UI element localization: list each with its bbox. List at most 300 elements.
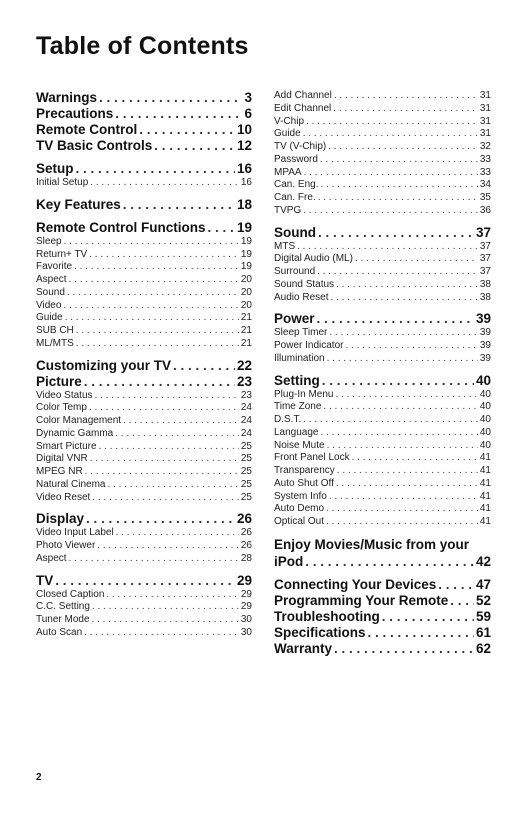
toc-entry-sound[interactable] (36, 287, 252, 300)
toc-entry-page: 37 (475, 224, 491, 240)
toc-entry-c-c-setting[interactable] (36, 601, 252, 614)
toc-entry-label: Remote Control Functions (36, 219, 206, 235)
toc-entry-tvpg[interactable] (274, 205, 491, 218)
toc-entry-precautions[interactable] (36, 106, 252, 122)
toc-section (274, 90, 491, 218)
toc-entry-label: Illumination (274, 352, 325, 364)
toc-entry-page: 29 (240, 588, 252, 600)
toc-entry-edit-channel[interactable] (274, 103, 491, 116)
toc-entry-mpeg-nr[interactable] (36, 466, 252, 479)
toc-entry-page: 21 (240, 325, 252, 336)
toc-entry-tv-basic-controls[interactable] (36, 138, 252, 154)
toc-entry-label: Optical Out (274, 516, 325, 527)
toc-entry-label: Audio Reset (274, 291, 329, 303)
toc-entry-language[interactable] (274, 427, 491, 440)
toc-entry-label: Password (274, 153, 318, 165)
toc-entry-label: MTS (274, 240, 296, 252)
dot-leader (64, 236, 239, 249)
toc-entry-password[interactable] (274, 154, 491, 167)
toc-entry-page: 24 (240, 402, 252, 414)
toc-entry-page: 31 (479, 128, 491, 140)
dot-leader (65, 312, 239, 325)
toc-section (274, 577, 491, 657)
dot-leader (69, 553, 239, 566)
toc-entry-label: Remote Control (36, 122, 138, 137)
toc-entry-surround[interactable] (274, 266, 491, 279)
dot-leader (305, 554, 474, 570)
toc-entry-picture[interactable] (36, 374, 252, 390)
toc-entry-page: 30 (240, 614, 252, 625)
toc-entry-aspect[interactable] (36, 274, 252, 287)
toc-entry-video-status[interactable] (36, 390, 252, 403)
toc-entry-add-channel[interactable] (274, 90, 491, 103)
dot-leader (355, 253, 478, 266)
toc-entry-page: 16 (240, 177, 252, 188)
dot-leader (92, 492, 239, 505)
toc-entry-page: 39 (479, 352, 491, 364)
toc-entry-power[interactable] (274, 311, 491, 327)
toc-entry-label: TV (V-Chip) (274, 141, 327, 152)
toc-entry-label: Natural Cinema (36, 478, 106, 490)
toc-entry-sleep-timer[interactable] (274, 327, 491, 340)
toc-entry-page: 26 (240, 540, 252, 551)
toc-entry-label: Aspect (36, 274, 67, 285)
toc-entry-page: 19 (240, 261, 252, 273)
toc-entry-page: 31 (479, 102, 491, 114)
toc-entry-label: TV (36, 572, 54, 588)
toc-entry-can-eng[interactable] (274, 179, 491, 192)
dot-leader (326, 516, 478, 529)
toc-entry-page: 25 (240, 491, 252, 503)
toc-entry-noise-mute[interactable] (274, 440, 491, 453)
toc-entry-troubleshooting[interactable] (274, 609, 491, 625)
toc-entry-label: Programming Your Remote (274, 592, 449, 608)
toc-entry-label: Edit Channel (274, 102, 332, 114)
toc-entry-video-reset[interactable] (36, 492, 252, 505)
toc-left-column (36, 90, 252, 640)
dot-leader (303, 414, 478, 427)
toc-entry-sound[interactable] (274, 225, 491, 241)
dot-leader (173, 358, 235, 374)
toc-entry-label: MPAA (274, 166, 302, 178)
toc-entry-connecting-your-devices[interactable] (274, 577, 491, 593)
toc-entry-label: Video (36, 299, 62, 311)
dot-leader (55, 573, 235, 589)
dot-leader (63, 300, 238, 313)
toc-entry-label: D.S.T. (274, 414, 302, 425)
dot-leader (115, 428, 239, 441)
toc-entry-label: Picture (36, 373, 82, 389)
toc-entry-plug-in-menu[interactable] (274, 389, 491, 402)
toc-entry-page: 6 (244, 106, 252, 121)
toc-entry-page: 29 (240, 601, 252, 613)
toc-entry-photo-viewer[interactable] (36, 540, 252, 553)
toc-entry-label: Transparency (274, 465, 335, 476)
toc-entry-transparency[interactable] (274, 465, 491, 478)
dot-leader (306, 116, 478, 129)
toc-entry-page: 31 (479, 90, 491, 101)
toc-entry-power-indicator[interactable] (274, 340, 491, 353)
dot-leader (303, 205, 478, 218)
toc-entry-system-info[interactable] (274, 491, 491, 504)
toc-entry-key-features[interactable] (36, 197, 252, 213)
dot-leader (328, 141, 478, 154)
toc-entry-label: C.C. Setting (36, 601, 90, 613)
toc-entry-time-zone[interactable] (274, 401, 491, 414)
dot-leader (335, 389, 477, 402)
toc-entry-label: Smart Picture (36, 440, 97, 452)
toc-entry-smart-picture[interactable] (36, 441, 252, 454)
toc-entry-label: Auto Shut Off (274, 477, 334, 489)
toc-entry-page: 39 (479, 327, 491, 339)
toc-entry-page: 23 (236, 373, 252, 389)
toc-section (36, 511, 252, 565)
toc-entry-page: 36 (479, 204, 491, 216)
dot-leader (107, 479, 238, 492)
toc-entry-page: 41 (479, 477, 491, 489)
toc-entry-label: MPEG NR (36, 466, 83, 477)
toc-section (274, 225, 491, 305)
dot-leader (334, 90, 478, 103)
toc-entry-v-chip[interactable] (274, 116, 491, 129)
toc-entry-optical-out[interactable] (274, 516, 491, 529)
toc-entry-label: Auto Scan (36, 626, 83, 638)
toc-entry-label: Key Features (36, 196, 121, 212)
dot-leader (320, 179, 477, 192)
toc-entry-page: 37 (479, 240, 491, 252)
toc-entry-page: 21 (240, 337, 252, 349)
toc-entry-page: 24 (240, 415, 252, 426)
toc-entry-page: 40 (479, 401, 491, 413)
toc-entry-label: Setting (274, 372, 320, 388)
toc-section (274, 536, 491, 570)
dot-leader (115, 106, 242, 122)
dot-leader (76, 325, 239, 338)
toc-entry-label: Noise Mute (274, 439, 325, 451)
toc-entry-page: 25 (240, 466, 252, 477)
toc-heading-line: Enjoy Movies/Music from your (274, 536, 470, 552)
toc-entry-label: Front Panel Lock (274, 452, 350, 464)
toc-entry-return-tv[interactable] (36, 249, 252, 262)
page-title: Table of Contents (36, 32, 249, 60)
toc-entry-digital-vnr[interactable] (36, 453, 252, 466)
toc-entry-label: iPod (274, 553, 304, 569)
toc-entry-digital-audio-ml[interactable] (274, 253, 491, 266)
dot-leader (76, 161, 235, 177)
toc-entry-can-fre[interactable] (274, 192, 491, 205)
toc-entry-tuner-mode[interactable] (36, 614, 252, 627)
dot-leader (318, 225, 474, 241)
toc-entry-label: Dynamic Gamma (36, 427, 114, 439)
dot-leader (317, 311, 474, 327)
toc-entry-label: Sleep (36, 235, 62, 247)
toc-entry-programming-your-remote[interactable] (274, 593, 491, 609)
toc-entry-label: Connecting Your Devices (274, 576, 437, 592)
dot-leader (89, 249, 239, 262)
dot-leader (327, 440, 478, 453)
toc-entry-initial-setup[interactable] (36, 177, 252, 190)
toc-entry-label: Sound Status (274, 278, 335, 290)
toc-entry-mts[interactable] (274, 241, 491, 254)
dot-leader (92, 601, 239, 614)
dot-leader (321, 427, 478, 440)
toc-entry-setup[interactable] (36, 161, 252, 177)
toc-entry-page: 3 (244, 90, 252, 105)
toc-entry-page: 32 (479, 141, 491, 152)
toc-entry-label: Surround (274, 266, 316, 277)
toc-entry-page: 41 (479, 516, 491, 527)
dot-leader (74, 261, 239, 274)
toc-section (36, 220, 252, 351)
toc-entry-label: Power (274, 311, 315, 327)
toc-entry-label: ML/MTS (36, 337, 74, 349)
toc-entry-favorite[interactable] (36, 261, 252, 274)
toc-entry-label: Color Management (36, 415, 122, 426)
toc-entry-auto-scan[interactable] (36, 627, 252, 640)
toc-entry-label: Power Indicator (274, 340, 344, 351)
toc-entry-video[interactable] (36, 300, 252, 313)
dot-leader (90, 453, 239, 466)
toc-entry-page: 21 (240, 312, 252, 324)
toc-entry-page: 42 (475, 553, 491, 569)
toc-entry-label: Auto Demo (274, 503, 325, 515)
dot-leader (334, 641, 474, 657)
toc-entry-sound-status[interactable] (274, 279, 491, 292)
toc-entry-page: 40 (479, 414, 491, 425)
toc-entry-page: 41 (479, 503, 491, 515)
dot-leader (336, 279, 478, 292)
toc-entry-page: 25 (240, 478, 252, 490)
toc-entry-page: 35 (479, 192, 491, 203)
toc-entry-tv-v-chip[interactable] (274, 141, 491, 154)
toc-entry-page: 52 (475, 592, 491, 608)
toc-entry-label: Display (36, 511, 85, 527)
toc-entry-label: Customizing your TV (36, 357, 171, 373)
dot-leader (337, 465, 478, 478)
toc-entry-label: Specifications (274, 624, 366, 640)
dot-leader (208, 220, 235, 236)
toc-entry-color-management[interactable] (36, 415, 252, 428)
toc-entry-label: Closed Caption (36, 588, 105, 600)
dot-leader (92, 614, 239, 627)
toc-entry-label: Troubleshooting (274, 608, 380, 624)
toc-entry-natural-cinema[interactable] (36, 479, 252, 492)
toc-entry-label: TVPG (274, 204, 302, 216)
toc-entry-page: 38 (479, 278, 491, 290)
toc-entry-label: Language (274, 426, 319, 438)
toc-entry-auto-shut-off[interactable] (274, 478, 491, 491)
toc-entry-label: TV Basic Controls (36, 138, 153, 153)
toc-entry-page: 20 (240, 299, 252, 311)
toc-entry-label: V-Chip (274, 115, 305, 127)
toc-entry-audio-reset[interactable] (274, 292, 491, 305)
toc-entry-customizing-your-tv[interactable] (36, 358, 252, 374)
toc-entry-guide[interactable] (36, 312, 252, 325)
dot-leader (382, 609, 474, 625)
dot-leader (336, 478, 478, 491)
toc-entry-warnings[interactable] (36, 90, 252, 106)
dot-leader (99, 90, 242, 106)
toc-entry-page: 25 (240, 440, 252, 452)
toc-entry-dynamic-gamma[interactable] (36, 428, 252, 441)
dot-leader (326, 503, 478, 516)
toc-entry-page: 37 (479, 253, 491, 265)
toc-entry-page: 40 (479, 439, 491, 451)
toc-section (36, 197, 252, 213)
toc-entry-label: Video Reset (36, 491, 91, 503)
toc-entry-sleep[interactable] (36, 236, 252, 249)
toc-entry-page: 33 (479, 166, 491, 178)
toc-entry-label: Initial Setup (36, 177, 89, 188)
toc-entry-page: 39 (475, 311, 491, 327)
dot-leader (297, 241, 478, 254)
toc-entry-page: 23 (240, 389, 252, 401)
dot-leader (99, 441, 239, 454)
toc-entry-display[interactable] (36, 511, 252, 527)
toc-section (36, 573, 252, 640)
dot-leader (304, 167, 478, 180)
toc-entry-video-input-label[interactable] (36, 527, 252, 540)
toc-entry-label: Video Status (36, 389, 93, 401)
dot-leader (317, 266, 478, 279)
dot-leader (303, 128, 478, 141)
toc-section (36, 358, 252, 505)
toc-entry-label: Can. Fre. (274, 192, 316, 203)
toc-entry-page: 59 (475, 608, 491, 624)
dot-leader (352, 452, 478, 465)
toc-section (36, 90, 252, 154)
toc-entry-page: 31 (479, 115, 491, 127)
dot-leader (333, 103, 478, 116)
toc-entry-setting[interactable] (274, 373, 491, 389)
toc-entry-page: 30 (240, 626, 252, 638)
toc-entry-page: 41 (479, 452, 491, 464)
toc-entry-ml-mts[interactable] (36, 338, 252, 351)
toc-entry-page: 40 (479, 388, 491, 400)
toc-entry-ipod[interactable] (274, 554, 491, 570)
toc-entry-page: 47 (475, 576, 491, 592)
toc-entry-page: 19 (240, 235, 252, 247)
toc-entry-page: 40 (479, 426, 491, 438)
toc-entry-page: 16 (236, 161, 252, 176)
toc-entry-label: Color Temp (36, 402, 87, 414)
toc-entry-illumination[interactable] (274, 353, 491, 366)
toc-entry-page: 39 (479, 340, 491, 351)
dot-leader (85, 466, 239, 479)
toc-entry-color-temp[interactable] (36, 402, 252, 415)
toc-entry-page: 33 (479, 153, 491, 165)
toc-entry-label: Precautions (36, 106, 114, 121)
toc-right-column (274, 90, 491, 657)
toc-entry-label: Digital Audio (ML) (274, 253, 353, 265)
toc-entry-page: 37 (479, 266, 491, 277)
toc-entry-label: Setup (36, 161, 74, 176)
toc-entry-page: 25 (240, 453, 252, 465)
dot-leader (320, 154, 478, 167)
dot-leader (76, 338, 239, 351)
toc-entry-page: 29 (236, 572, 252, 588)
toc-entry-label: Can. Eng. (274, 179, 319, 191)
toc-entry-page: 41 (479, 490, 491, 502)
toc-entry-page: 12 (236, 138, 252, 153)
toc-entry-page: 20 (240, 274, 252, 285)
dot-leader (438, 577, 474, 593)
toc-entry-label: Plug-In Menu (274, 388, 334, 400)
dot-leader (95, 390, 239, 403)
toc-entry-page: 26 (240, 527, 252, 539)
toc-entry-label: Sound (36, 286, 65, 298)
toc-entry-label: Tuner Mode (36, 614, 90, 625)
toc-entry-page: 18 (236, 196, 252, 212)
toc-entry-remote-control-functions[interactable] (36, 220, 252, 236)
dot-leader (84, 627, 239, 640)
toc-entry-label: Time Zone (274, 401, 322, 413)
toc-entry-d-s-t[interactable] (274, 414, 491, 427)
toc-entry-label: Video Input Label (36, 527, 114, 539)
dot-leader (345, 340, 477, 353)
toc-entry-tv[interactable] (36, 573, 252, 589)
dot-leader (323, 401, 477, 414)
toc-entry-page: 62 (475, 640, 491, 656)
toc-entry-label: Guide (36, 312, 63, 324)
dot-leader (329, 327, 478, 340)
dot-leader (139, 122, 235, 138)
toc-entry-warranty[interactable] (274, 641, 491, 657)
dot-leader (89, 402, 239, 415)
dot-leader (368, 625, 474, 641)
toc-entry-page: 28 (240, 552, 252, 564)
toc-entry-label: Sleep Timer (274, 327, 328, 339)
toc-entry-page: 41 (479, 465, 491, 476)
toc-entry-page: 61 (475, 624, 491, 640)
dot-leader (86, 511, 235, 527)
dot-leader (450, 593, 474, 609)
toc-entry-page: 22 (236, 357, 252, 373)
toc-entry-label: Return+ TV (36, 248, 88, 260)
dot-leader (97, 540, 239, 553)
toc-section (274, 373, 491, 529)
dot-leader (84, 374, 235, 390)
dot-leader (327, 353, 478, 366)
toc-entry-page: 19 (236, 219, 252, 235)
toc-entry-sub-ch[interactable] (36, 325, 252, 338)
toc-entry-specifications[interactable] (274, 625, 491, 641)
toc-entry-label: Warnings (36, 90, 98, 105)
toc-entry-page: 40 (475, 372, 491, 388)
toc-entry-mpaa[interactable] (274, 167, 491, 180)
dot-leader (329, 491, 478, 504)
toc-entry-auto-demo[interactable] (274, 503, 491, 516)
toc-entry-guide[interactable] (274, 128, 491, 141)
dot-leader (330, 292, 477, 305)
toc-section (36, 161, 252, 190)
page-number: 2 (36, 772, 42, 783)
dot-leader (116, 527, 239, 540)
toc-entry-remote-control[interactable] (36, 122, 252, 138)
toc-entry-page: 38 (479, 291, 491, 303)
toc-section (274, 311, 491, 365)
dot-leader (123, 415, 239, 428)
toc-entry-page: 34 (479, 179, 491, 191)
toc-entry-page: 10 (236, 122, 252, 137)
toc-entry-closed-caption[interactable] (36, 589, 252, 602)
toc-entry-label: SUB CH (36, 325, 74, 336)
dot-leader (154, 138, 235, 154)
dot-leader (123, 197, 235, 213)
toc-entry-label: Guide (274, 128, 301, 140)
toc-entry-front-panel-lock[interactable] (274, 452, 491, 465)
toc-entry-aspect[interactable] (36, 553, 252, 566)
